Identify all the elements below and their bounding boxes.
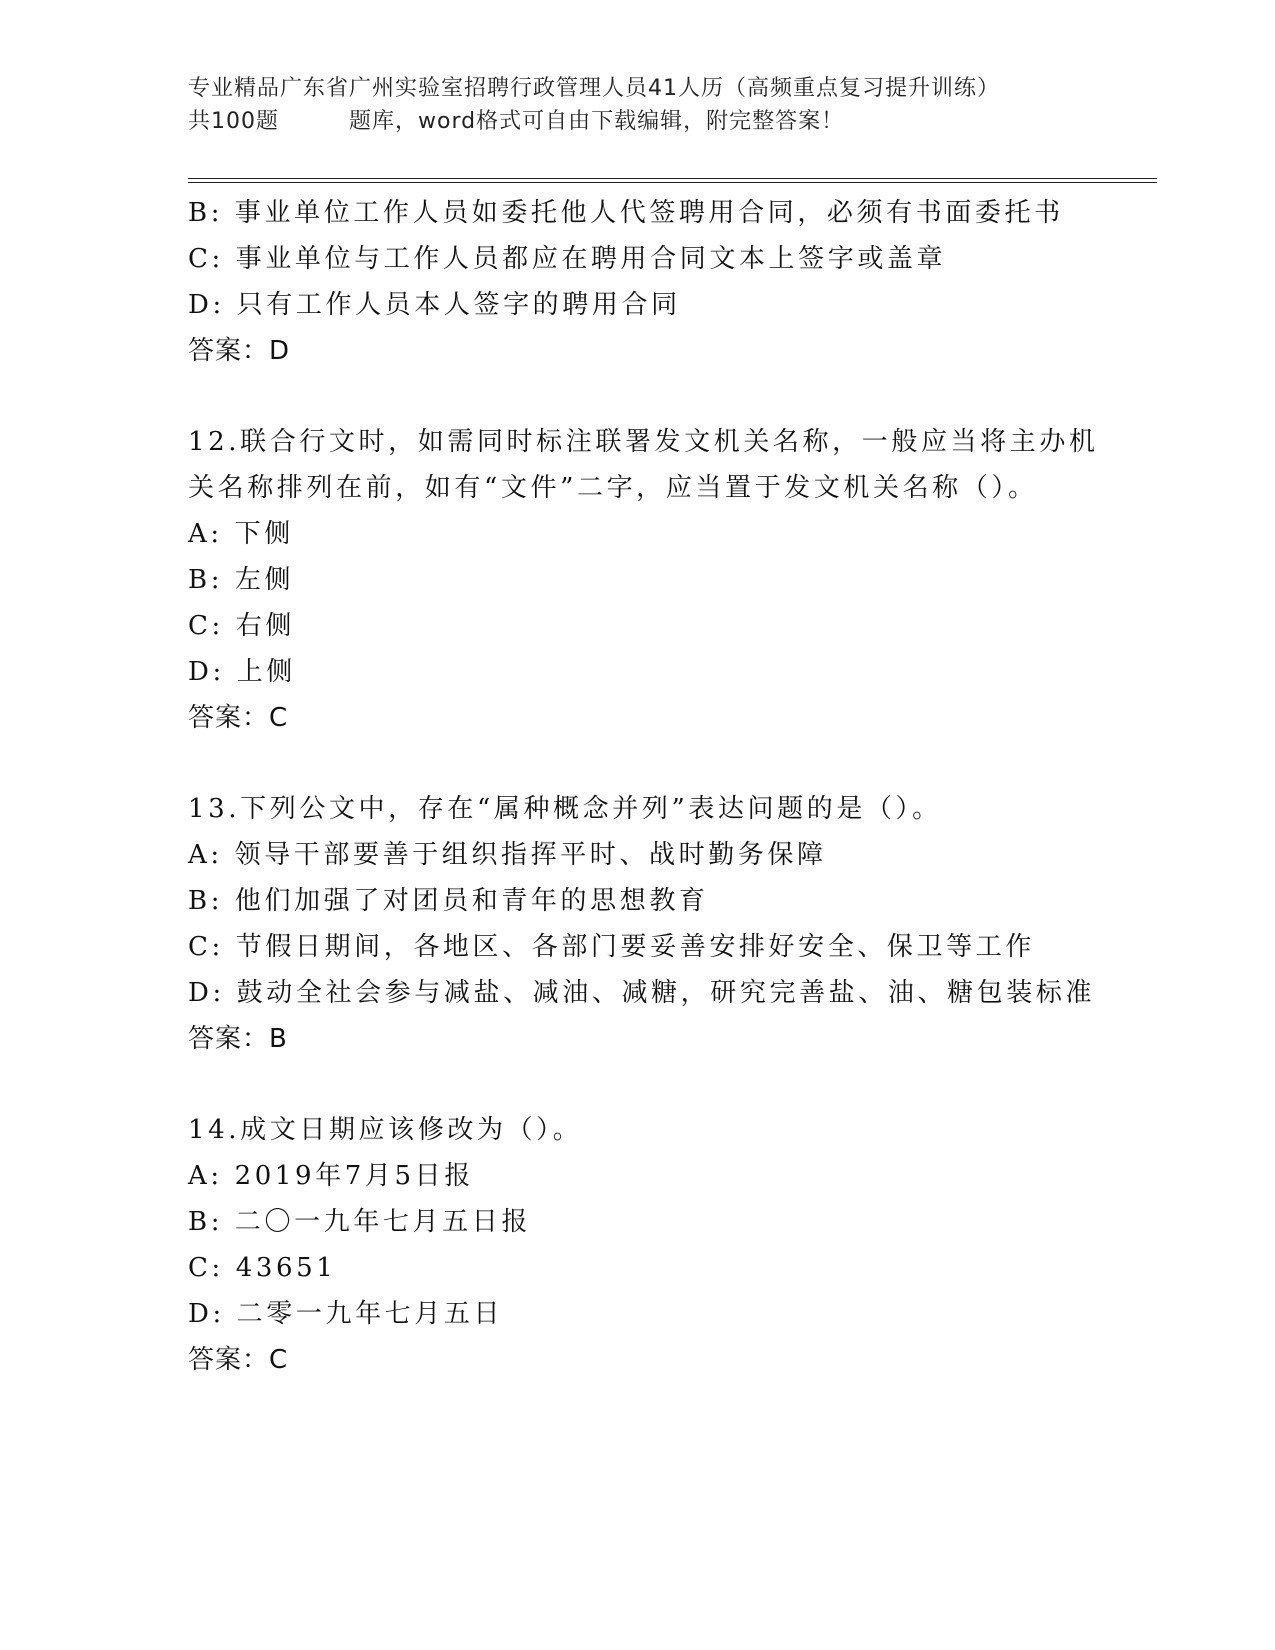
question-14-option-d: D: 二零一九年七月五日: [188, 1299, 504, 1329]
question-14-stem: 14.成文日期应该修改为（）。: [188, 1115, 583, 1145]
question-11-option-c: C: 事业单位与工作人员都应在聘用合同文本上签字或盖章: [188, 244, 947, 274]
question-14-option-b: B: 二〇一九年七月五日报: [188, 1207, 531, 1237]
spacer: [188, 741, 1088, 786]
question-12-stem-line2: 关名称排列在前，如有“文件”二字，应当置于发文机关名称（）。: [188, 473, 1038, 503]
question-13: [188, 786, 1096, 1062]
question-12-option-d: D: 上侧: [188, 657, 296, 687]
question-13-option-d: D: 鼓动全社会参与减盐、减油、减糖，研究完善盐、油、糖包装标准: [188, 978, 1096, 1008]
document-body: [188, 190, 1099, 1383]
question-13-option-a: A: 领导干部要善于组织指挥平时、战时勤务保障: [188, 840, 827, 870]
question-12-stem-line1: 12.联合行文时，如需同时标注联署发文机关名称，一般应当将主办机: [188, 427, 1099, 457]
question-14-option-a: A: 2019年7月5日报: [188, 1161, 474, 1191]
question-11-tail: [188, 190, 1088, 374]
question-13-answer: 答案：B: [188, 1024, 288, 1054]
question-11-option-d: D: 只有工作人员本人签字的聘用合同: [188, 290, 681, 320]
question-13-option-c: C: 节假日期间，各地区、各部门要妥善安排好安全、保卫等工作: [188, 932, 1035, 962]
question-13-option-b: B: 他们加强了对团员和青年的思想教育: [188, 886, 709, 916]
question-11-option-b: B: 事业单位工作人员如委托他人代签聘用合同，必须有书面委托书: [188, 198, 1064, 228]
question-11-answer: 答案：D: [188, 336, 291, 366]
header-title-line2: [188, 105, 1088, 138]
header-question-count: 共100题: [188, 109, 279, 134]
spacer: [188, 374, 1088, 419]
question-14: [188, 1107, 1088, 1383]
question-12: [188, 419, 1099, 741]
question-12-option-a: A: 下侧: [188, 519, 294, 549]
header-description: 题库，word格式可自由下载编辑，附完整答案！: [349, 109, 845, 134]
question-12-option-c: C: 右侧: [188, 611, 295, 641]
question-14-option-c: C: 43651: [188, 1253, 337, 1283]
spacer: [188, 1062, 1088, 1107]
question-13-stem: 13.下列公文中，存在“属种概念并列”表达问题的是（）。: [188, 794, 942, 824]
question-14-answer: 答案：C: [188, 1345, 289, 1375]
header-title-line1: 专业精品广东省广州实验室招聘行政管理人员41人历（高频重点复习提升训练）: [188, 76, 1000, 101]
question-12-option-b: B: 左侧: [188, 565, 295, 595]
question-12-answer: 答案：C: [188, 703, 289, 733]
page-header: [188, 72, 1088, 138]
header-double-rule: [188, 178, 1157, 183]
